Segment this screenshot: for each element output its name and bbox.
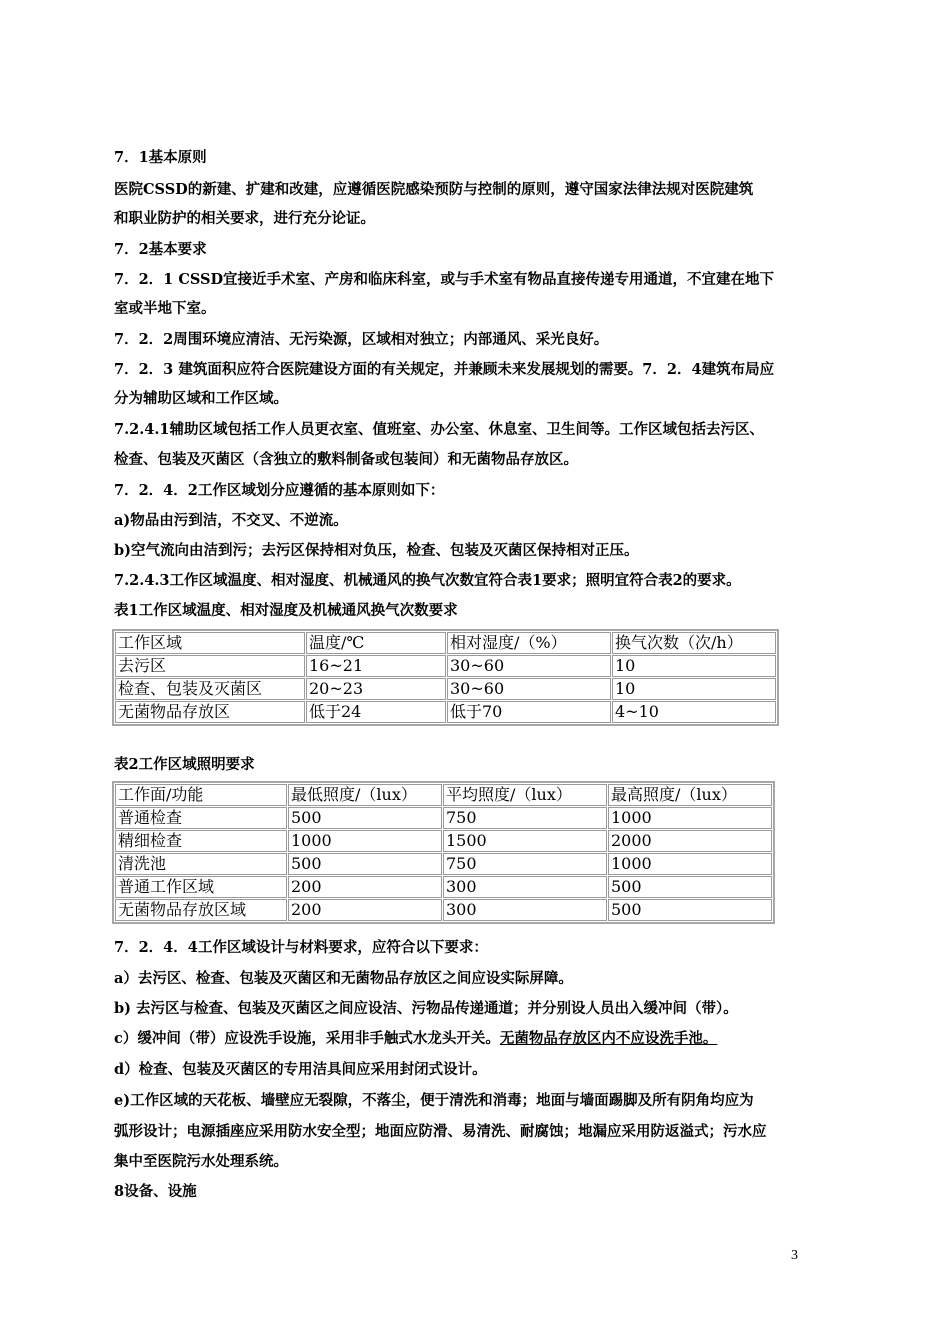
table-header-cell: 最低照度/（lux） bbox=[288, 784, 442, 806]
paragraph-line: 医院CSSD的新建、扩建和改建，应遵循医院感染预防与控制的原则，遵守国家法律法规对医院建筑 bbox=[114, 181, 754, 198]
table-cell: 无菌物品存放区域 bbox=[115, 899, 287, 921]
table1-caption: 表1工作区域温度、相对湿度及机械通风换气次数要求 bbox=[114, 602, 458, 619]
page-number: 3 bbox=[791, 1248, 798, 1263]
paragraph-line: b) 去污区与检查、包装及灭菌区之间应设洁、污物品传递通道；并分别设人员出入缓冲间（带）。 bbox=[114, 1000, 738, 1017]
paragraph-line: 7.2.4.1辅助区域包括工作人员更衣室、值班室、办公室、休息室、卫生间等。工作区域包括去污区、 bbox=[114, 421, 764, 438]
table-cell: 1000 bbox=[608, 807, 772, 829]
table-cell: 4~10 bbox=[612, 701, 776, 723]
table-cell: 16~21 bbox=[306, 655, 446, 677]
table-cell: 低于70 bbox=[447, 701, 611, 723]
table-header-cell: 平均照度/（lux） bbox=[443, 784, 607, 806]
table-cell: 300 bbox=[443, 876, 607, 898]
table-header-cell: 换气次数（次/h） bbox=[612, 632, 776, 654]
paragraph-line bbox=[114, 1029, 834, 1049]
table-cell: 30~60 bbox=[447, 678, 611, 700]
table-cell: 500 bbox=[608, 899, 772, 921]
table-cell: 1500 bbox=[443, 830, 607, 852]
section-heading-8: 8设备、设施 bbox=[114, 1183, 197, 1200]
table-cell: 1000 bbox=[288, 830, 442, 852]
table-row bbox=[115, 678, 776, 700]
table-header-cell: 相对湿度/（%） bbox=[447, 632, 611, 654]
table-cell: 200 bbox=[288, 876, 442, 898]
paragraph-line: 弧形设计；电源插座应采用防水安全型；地面应防滑、易清洗、耐腐蚀；地漏应采用防返溢式；污水应 bbox=[114, 1123, 767, 1140]
paragraph-line: 和职业防护的相关要求，进行充分论证。 bbox=[114, 210, 375, 227]
table-cell: 30~60 bbox=[447, 655, 611, 677]
table-cell: 750 bbox=[443, 853, 607, 875]
table-row bbox=[115, 899, 772, 921]
paragraph-line: 7．2．3 建筑面积应符合医院建设方面的有关规定，并兼顾未来发展规划的需要。7．2．4建筑布局应 bbox=[114, 361, 775, 378]
table-row bbox=[115, 701, 776, 723]
table-cell: 去污区 bbox=[115, 655, 305, 677]
table-cell: 20~23 bbox=[306, 678, 446, 700]
section-heading-7-2: 7．2基本要求 bbox=[114, 241, 207, 258]
paragraph-line: 检查、包装及灭菌区（含独立的敷料制备或包装间）和无菌物品存放区。 bbox=[114, 451, 578, 468]
table-header-cell: 工作面/功能 bbox=[115, 784, 287, 806]
table-cell: 10 bbox=[612, 678, 776, 700]
table-cell: 200 bbox=[288, 899, 442, 921]
table-work-area-lighting bbox=[112, 781, 775, 924]
table-header-row bbox=[115, 632, 776, 654]
table-row bbox=[115, 853, 772, 875]
table-cell: 1000 bbox=[608, 853, 772, 875]
paragraph-line: 集中至医院污水处理系统。 bbox=[114, 1153, 288, 1170]
table-header-cell: 工作区域 bbox=[115, 632, 305, 654]
table-cell: 普通检查 bbox=[115, 807, 287, 829]
table-cell: 低于24 bbox=[306, 701, 446, 723]
paragraph-line: 7．2．4．4工作区域设计与材料要求，应符合以下要求： bbox=[114, 939, 488, 956]
paragraph-line: 7．2．2周围环境应清洁、无污染源，区域相对独立；内部通风、采光良好。 bbox=[114, 331, 609, 348]
paragraph-line: 7.2.4.3工作区域温度、相对湿度、机械通风的换气次数宜符合表1要求；照明宜符合表2的要求。 bbox=[114, 572, 741, 589]
paragraph-line: e)工作区域的天花板、墙壁应无裂隙，不落尘，便于清洗和消毒；地面与墙面踢脚及所有阴角均应为 bbox=[114, 1092, 754, 1109]
paragraph-line: a)物品由污到洁，不交叉、不逆流。 bbox=[114, 512, 348, 529]
table-cell: 无菌物品存放区 bbox=[115, 701, 305, 723]
paragraph-line: 7．2．4．2工作区域划分应遵循的基本原则如下： bbox=[114, 482, 445, 499]
paragraph-line: 7．2．1 CSSD宜接近手术室、产房和临床科室，或与手术室有物品直接传递专用通道，不宜建在地下 bbox=[114, 271, 775, 288]
table-work-area-environment bbox=[112, 629, 779, 726]
table-row bbox=[115, 807, 772, 829]
table-header-row bbox=[115, 784, 772, 806]
table-header-cell: 温度/℃ bbox=[306, 632, 446, 654]
paragraph-line: a）去污区、检查、包装及灭菌区和无菌物品存放区之间应设实际屏障。 bbox=[114, 970, 573, 987]
table-cell: 500 bbox=[288, 853, 442, 875]
table-cell: 2000 bbox=[608, 830, 772, 852]
section-heading-7-1: 7．1基本原则 bbox=[114, 149, 207, 166]
table-row bbox=[115, 876, 772, 898]
table-cell: 750 bbox=[443, 807, 607, 829]
table-cell: 普通工作区域 bbox=[115, 876, 287, 898]
table-cell: 500 bbox=[288, 807, 442, 829]
table-cell: 500 bbox=[608, 876, 772, 898]
paragraph-line: 室或半地下室。 bbox=[114, 300, 216, 317]
table-row bbox=[115, 655, 776, 677]
table-cell: 检查、包装及灭菌区 bbox=[115, 678, 305, 700]
paragraph-line: 分为辅助区域和工作区域。 bbox=[114, 390, 288, 407]
table-cell: 300 bbox=[443, 899, 607, 921]
table-cell: 精细检查 bbox=[115, 830, 287, 852]
paragraph-line: b)空气流向由洁到污；去污区保持相对负压，检查、包装及灭菌区保持相对正压。 bbox=[114, 542, 639, 559]
underlined-text: 无菌物品存放区内不应设洗手池。 bbox=[499, 1030, 718, 1047]
table-header-cell: 最高照度/（lux） bbox=[608, 784, 772, 806]
table-cell: 10 bbox=[612, 655, 776, 677]
table-row bbox=[115, 830, 772, 852]
table-cell: 清洗池 bbox=[115, 853, 287, 875]
table2-caption: 表2工作区域照明要求 bbox=[114, 756, 255, 773]
paragraph-text: c）缓冲间（带）应设洗手设施，采用非手触式水龙头开关。 bbox=[114, 1030, 500, 1047]
paragraph-line: d）检查、包装及灭菌区的专用洁具间应采用封闭式设计。 bbox=[114, 1061, 487, 1078]
